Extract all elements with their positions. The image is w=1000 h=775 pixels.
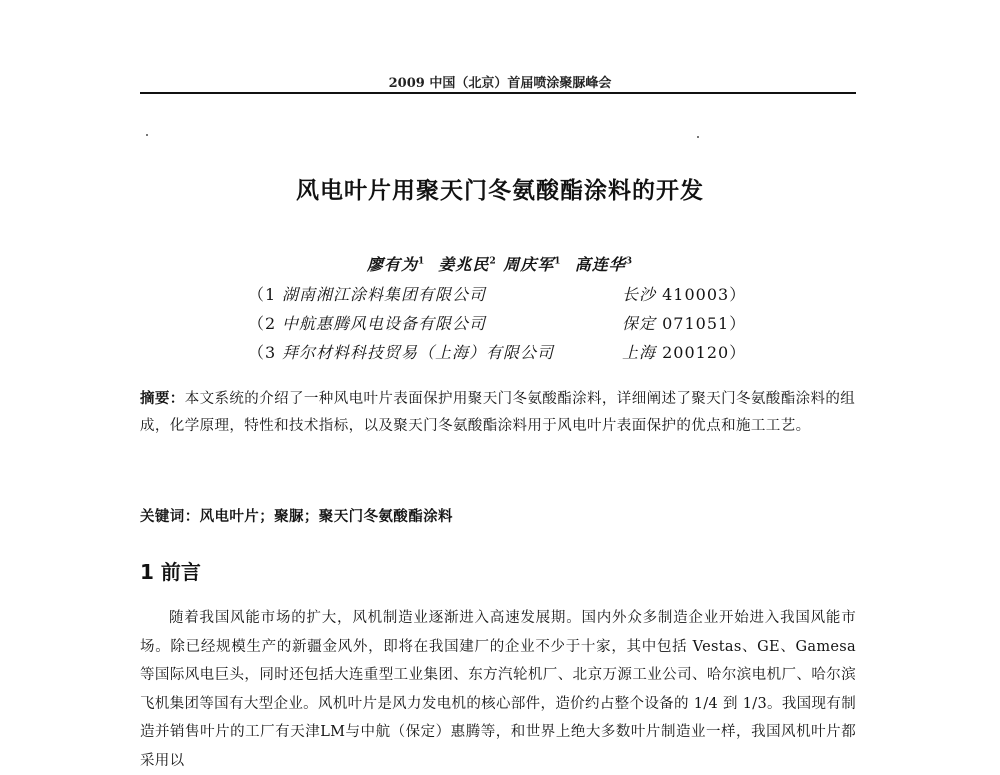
section-heading: 1 前言 <box>140 560 201 584</box>
scan-speck <box>146 134 148 136</box>
keywords-label: 关键词： <box>140 509 200 525</box>
paper-title: 风电叶片用聚天门冬氨酸酯涂料的开发 <box>296 178 704 204</box>
abstract <box>140 386 856 440</box>
keywords-text: 风电叶片；聚脲；聚天门冬氨酸酯涂料 <box>199 509 453 525</box>
header-rule <box>140 92 856 94</box>
author-list <box>0 252 1000 275</box>
affiliation-line: （1 湖南湘江涂料集团有限公司 长沙 410003） <box>248 285 747 304</box>
abstract-text: 本文系统的介绍了一种风电叶片表面保护用聚天门冬氨酸酯涂料，详细阐述了聚天门冬氨酸酯涂料的组成，化学原理，特性和技术指标，以及聚天门冬氨酸酯涂料用于风电叶片表面保护的优点和施工工艺。 <box>140 391 856 434</box>
author: 周庆军$^1$ <box>503 255 562 274</box>
body-paragraph: 随着我国风能市场的扩大，风机制造业逐渐进入高速发展期。国内外众多制造企业开始进入我国风能市场。除已经规模生产的新疆金风外，即将在我国建厂的企业不少于十家，其中包括 Vestas、GE、Gamesa 等国际风电巨头，同时还包括大连重型工业集团、东方汽轮机厂、北京万源工业公司、哈尔滨电机厂、哈尔滨飞机集团等国有大型企业。风机叶片是风力发电机的核心部件，造价约占整个设备的 1/4 到 1/3。我国现有制造并销售叶片的工厂有天津LM与中航（保定）惠腾等，和世界上绝大多数叶片制造业一样，我国风机叶片都采用以 <box>140 610 856 769</box>
author: 高连华$^3$ <box>574 255 633 274</box>
author: 姜兆民$^2$ <box>438 255 497 274</box>
keywords <box>140 505 856 526</box>
running-header: 2009 中国（北京）首届喷涂聚脲峰会 <box>388 76 612 91</box>
author: 廖有为$^1$ <box>367 255 426 274</box>
affiliation-line: （2 中航惠腾风电设备有限公司 保定 071051） <box>248 314 747 333</box>
scan-speck <box>697 136 699 138</box>
affiliation-line: （3 拜尔材料科技贸易（上海）有限公司 上海 200120） <box>248 343 747 362</box>
abstract-label: 摘要： <box>140 391 185 407</box>
